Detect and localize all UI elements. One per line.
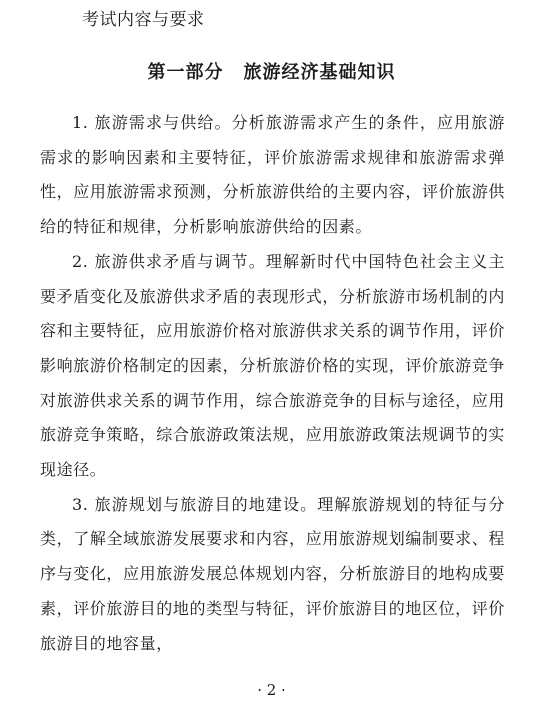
part-number: 第一部分 (147, 62, 224, 83)
section-header: 考试内容与要求 (82, 10, 205, 30)
paragraph-3: 3. 旅游规划与旅游目的地建设。理解旅游规划的特征与分类，了解全域旅游发展要求和内容，应用旅游规划编制要求、程序与变化，应用旅游发展总体规划内容，分析旅游目的地构成要素，评价旅游目的地的类型与特征，评价旅游目的地区位，评价旅游目的地容量， (40, 494, 505, 653)
page-number: · 2 · (257, 681, 286, 699)
body-text (40, 106, 505, 661)
paragraph-2: 2. 旅游供求矛盾与调节。理解新时代中国特色社会主义主要矛盾变化及旅游供求矛盾的表现形式，分析旅游市场机制的内容和主要特征，应用旅游价格对旅游供求关系的调节作用，评价影响旅游价格制定的因素，分析旅游价格的实现，评价旅游竞争对旅游供求关系的调节作用，综合旅游竞争的目标与途径，应用旅游竞争策略，综合旅游政策法规，应用旅游政策法规调节的实现途径。 (40, 251, 505, 480)
part-title (0, 60, 543, 86)
paragraph-1: 1. 旅游需求与供给。分析旅游需求产生的条件，应用旅游需求的影响因素和主要特征，评价旅游需求规律和旅游需求弹性，应用旅游需求预测，分析旅游供给的主要内容，评价旅游供给的特征和规律，分析影响旅游供给的因素。 (40, 113, 505, 237)
part-name: 旅游经济基础知识 (243, 62, 396, 83)
